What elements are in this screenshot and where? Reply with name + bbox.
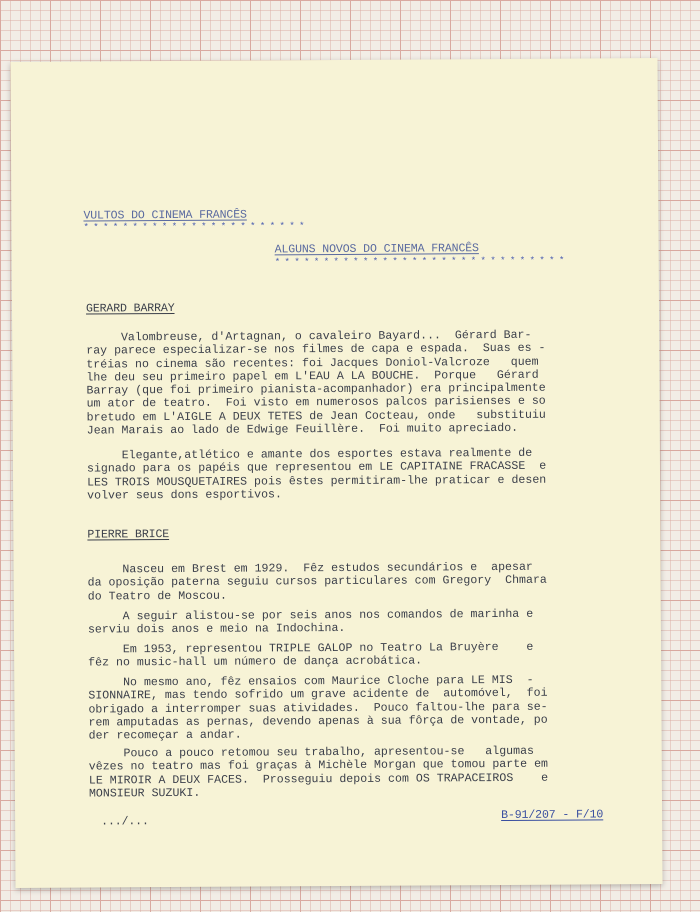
text-line: LE MIROIR A DEUX FACES. Prosseguiu depois com OS TRAPACEIROS e: [88, 771, 549, 788]
text-line: signado para os papéis que representou em LE CAPITAINE FRACASSE e: [86, 460, 547, 476]
document-reference: B-91/207 - F/10: [501, 808, 604, 823]
text-line: serviu dois anos e meio na Indochina.: [87, 622, 346, 637]
brice-paragraph-5: [89, 744, 619, 800]
section-title-rule: * * * * * * * * * * * * * * * * * * * * * * * * * * * * * *: [274, 255, 564, 268]
text-line: da oposição paterna seguiu cursos particulares com Gregory Chmara: [87, 574, 547, 590]
text-line: lhe deu seu primeiro papel em L'EAU A LA BOUCHE. Porque Gérard: [86, 368, 539, 385]
continued-marker: .../...: [101, 815, 149, 829]
heading-pierre-brice: PIERRE BRICE: [87, 528, 170, 542]
text-line: Barray (que foi primeiro pianista-acompanhador) era principalmente: [86, 381, 546, 398]
text-line: tréias no cinema são recentes: foi Jacques Doniol-Valcroze quem: [86, 355, 539, 372]
text-line: No mesmo ano, fêz ensaios com Maurice Cloche para LE MIS -: [88, 673, 534, 690]
text-line: obrigado a interromper suas atividades. Pouco faltou-lhe para se-: [88, 700, 548, 717]
brice-paragraph-1: [88, 560, 618, 603]
series-title: VULTOS DO CINEMA FRANCÊS: [83, 208, 247, 223]
text-line: Jean Marais ao lado de Edwige Feuillère. Foi muito apreciado.: [86, 421, 519, 438]
text-line: MONSIEUR SUZUKI.: [88, 786, 201, 801]
text-line: fêz no music-hall um número de dança acrobática.: [88, 654, 423, 670]
text-line: um ator de teatro. Foi visto em numerosos palcos parisienses e so: [86, 395, 546, 412]
text-line: Nasceu em Brest em 1929. Fêz estudos secundários e apesar: [87, 560, 533, 577]
typewritten-sheet: [10, 58, 662, 888]
text-line: volver seus dons esportivos.: [87, 488, 282, 503]
text-line: LES TROIS MOUSQUETAIRES pois êstes permitiram-lhe praticar e desen: [87, 473, 547, 490]
brice-paragraph-2: [88, 607, 618, 637]
heading-gerard-barray: GERARD BARRAY: [85, 301, 175, 316]
text-line: Elegante,atlético e amante dos esportes estava realmente de: [86, 446, 533, 463]
text-line: Valombreuse, d'Artagnan, o cavaleiro Bayard... Gérard Bar-: [86, 328, 532, 345]
text-line: vêzes no teatro mas foi graças à Michèle Morgan que tomou parte em: [88, 758, 549, 774]
text-line: SIONNAIRE, mas tendo sofrido um grave acidente de automóvel, foi: [88, 687, 548, 703]
text-line: der recomeçar a andar.: [88, 728, 242, 743]
text-line: A seguir alistou-se por seis anos nos comandos de marinha e: [87, 607, 534, 624]
text-line: ray parece especializar-se nos filmes de capa e espada. Suas es -: [86, 342, 546, 358]
text-line: rem amputadas as pernas, devendo apenas à sua fôrça de vontade, po: [88, 713, 548, 730]
text-line: do Teatro de Moscou.: [87, 589, 227, 604]
barray-paragraph-1: [86, 328, 617, 438]
text-line: Pouco a pouco retomou seu trabalho, apresentou-se algumas: [88, 744, 535, 761]
text-line: bretudo em L'AIGLE A DEUX TETES de Jean Cocteau, onde substituiu: [86, 408, 546, 425]
section-title: ALGUNS NOVOS DO CINEMA FRANCÊS: [274, 242, 479, 257]
brice-paragraph-3: [88, 640, 618, 670]
barray-paragraph-2: [87, 446, 617, 502]
brice-paragraph-4: [88, 673, 618, 743]
series-title-rule: * * * * * * * * * * * * * * * * * * * * * * *: [83, 221, 305, 233]
text-line: Em 1953, representou TRIPLE GALOP no Teatro La Bruyère e: [88, 640, 534, 657]
